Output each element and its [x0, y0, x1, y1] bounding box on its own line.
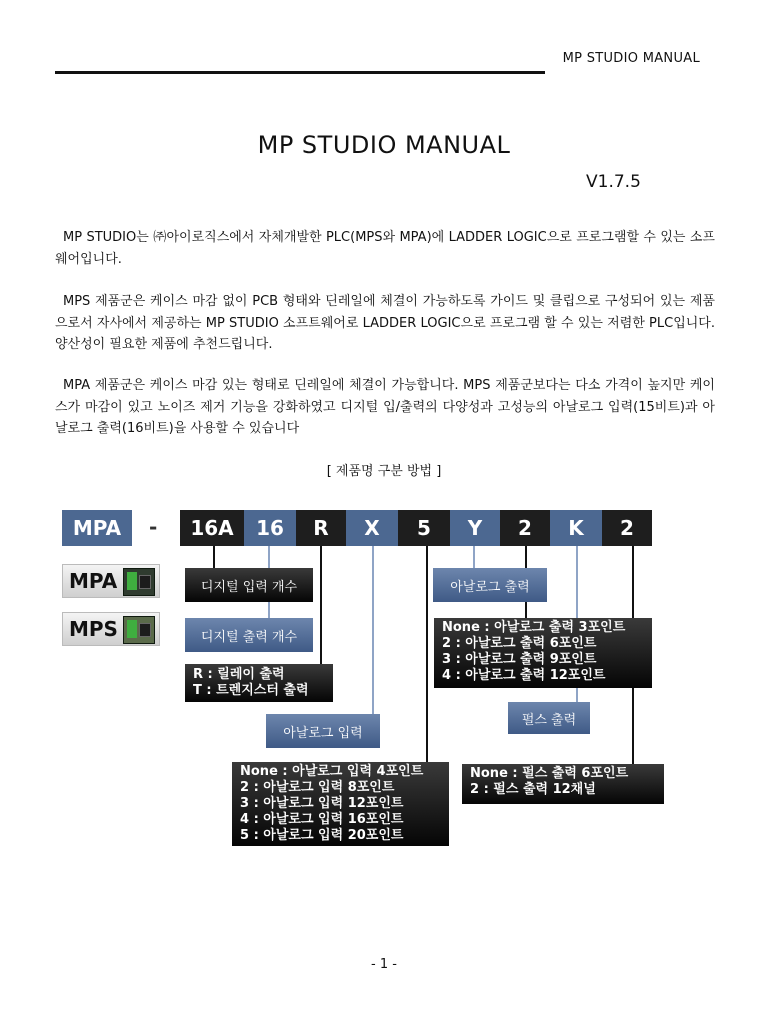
analog-input-option: 5 : 아날로그 입력 20포인트 — [240, 828, 404, 843]
analog-output-label: 아날로그 출력 — [433, 568, 547, 602]
connector-line — [320, 546, 322, 666]
analog-output-option: 4 : 아날로그 출력 12포인트 — [442, 668, 606, 683]
diagram-caption: [ 제품명 구분 방법 ] — [326, 464, 442, 479]
version-label: V1.7.5 — [586, 172, 641, 192]
plc-board-icon — [123, 616, 155, 644]
analog-output-options-box — [434, 618, 652, 688]
analog-input-option: 3 : 아날로그 입력 12포인트 — [240, 796, 404, 811]
analog-input-label: 아날로그 입력 — [266, 714, 380, 748]
product-badge-mpa — [62, 564, 160, 598]
analog-input-options-box — [232, 762, 449, 846]
pulse-option: 2 : 펄스 출력 12채널 — [470, 782, 596, 797]
analog-output-option: None : 아날로그 출력 3포인트 — [442, 620, 626, 635]
plc-module-icon — [123, 568, 155, 596]
analog-output-option: 3 : 아날로그 출력 9포인트 — [442, 652, 597, 667]
code-segment-analog-input-count: 5 — [398, 510, 450, 546]
digital-output-label: 디지털 출력 개수 — [185, 618, 313, 652]
header-rule — [55, 71, 545, 74]
document-title: MP STUDIO MANUAL — [257, 131, 511, 159]
product-name: MPA — [69, 569, 118, 593]
product-name: MPS — [69, 617, 118, 641]
analog-input-option: None : 아날로그 입력 4포인트 — [240, 764, 424, 779]
analog-output-option: 2 : 아날로그 출력 6포인트 — [442, 636, 597, 651]
connector-line — [372, 546, 374, 714]
code-dash: - — [149, 515, 158, 539]
analog-input-option: 4 : 아날로그 입력 16포인트 — [240, 812, 404, 827]
product-badge-mps — [62, 612, 160, 646]
code-segment-output-type: R — [296, 510, 346, 546]
code-segment-pulse: K — [550, 510, 602, 546]
header-title: MP STUDIO MANUAL — [562, 51, 700, 66]
connector-line — [426, 546, 428, 762]
analog-input-option: 2 : 아날로그 입력 8포인트 — [240, 780, 395, 795]
code-segment-analog-input: X — [346, 510, 398, 546]
code-segment-series: MPA — [62, 510, 132, 546]
relay-option: R : 릴레이 출력 — [193, 667, 285, 682]
page-number: - 1 - — [371, 957, 397, 972]
connector-line — [473, 546, 475, 568]
paragraph-intro: MP STUDIO는 ㈜아이로직스에서 자체개발한 PLC(MPS와 MPA)에 LADDER LOGIC으로 프로그램할 수 있는 소프웨어입니다. — [55, 230, 715, 267]
pulse-output-label: 펄스 출력 — [508, 702, 590, 734]
pulse-option: None : 펄스 출력 6포인트 — [470, 766, 629, 781]
code-segment-analog-output: Y — [450, 510, 500, 546]
digital-input-label: 디지털 입력 개수 — [185, 568, 313, 602]
paragraph-mpa: MPA 제품군은 케이스 마감 있는 형태로 딘레일에 체결이 가능합니다. MPS 제품군보다는 다소 가격이 높지만 케이스가 마감이 있고 노이즈 제거 기능을 강화하였고 디지털 입/출력의 다양성과 고성능의 아날로그 입력(15비트)과 아날로그 출력(16비트)을 사용할 수 있습니다 — [55, 378, 715, 436]
code-segment-digital-input: 16A — [180, 510, 244, 546]
code-segment-digital-output: 16 — [244, 510, 296, 546]
code-segment-pulse-count: 2 — [602, 510, 652, 546]
paragraph-mps: MPS 제품군은 케이스 마감 없이 PCB 형태와 딘레일에 체결이 가능하도록 가이드 및 클립으로 구성되어 있는 제품으로서 자사에서 제공하는 MP STUDIO 소프트웨어로 LADDER LOGIC으로 프로그램 할 수 있는 저렴한 PLC입니다. 양산성이 필요한 제품에 추천드립니다. — [55, 294, 715, 352]
relay-options-box — [185, 664, 333, 702]
code-segment-analog-output-count: 2 — [500, 510, 550, 546]
pulse-options-box — [462, 764, 664, 804]
relay-option: T : 트렌지스터 출력 — [193, 683, 309, 698]
